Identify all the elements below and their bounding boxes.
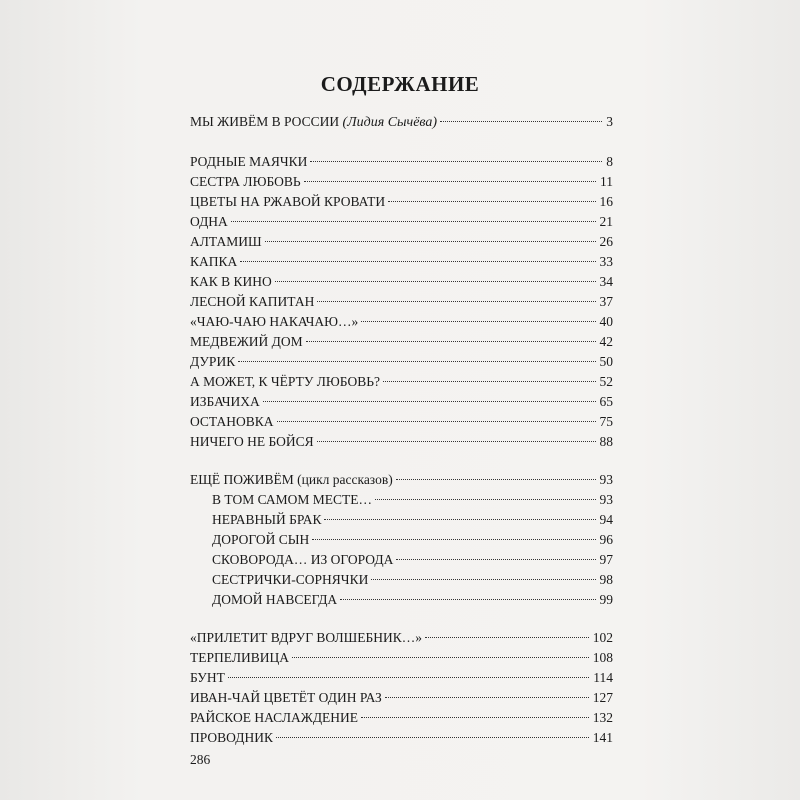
toc-entry-title: [190, 212, 228, 232]
toc-entry-page: 33: [599, 254, 613, 269]
toc-entry: [190, 312, 613, 332]
toc-entry-page: 37: [599, 294, 613, 309]
toc-entry-title: [212, 490, 372, 510]
toc-entry-title: [212, 530, 309, 550]
toc-entry-page: 11: [600, 174, 613, 189]
toc-entry-title-text: БУНТ: [190, 670, 225, 685]
toc-entry-title-text: МЫ ЖИВЁМ В РОССИИ: [190, 114, 340, 129]
toc-entry-title-text: РОДНЫЕ МАЯЧКИ: [190, 154, 308, 169]
dot-leader: [263, 401, 596, 402]
toc-entry: [190, 152, 613, 172]
toc-entry-title-text: СЕСТРИЧКИ-СОРНЯЧКИ: [212, 572, 369, 587]
toc-entry-title-text: В ТОМ САМОМ МЕСТЕ…: [212, 492, 373, 507]
dot-leader: [265, 241, 596, 242]
toc-entry: [190, 668, 613, 688]
toc-entry: [190, 688, 613, 708]
toc-entry-title-text: АЛТАМИШ: [190, 234, 262, 249]
toc-entry: [190, 172, 613, 192]
toc-entry-title: [212, 510, 321, 530]
toc-entry-title: [190, 628, 422, 648]
toc-entry-page: 93: [599, 472, 613, 487]
toc-entry-title: [190, 172, 301, 192]
toc-entry-title-text: РАЙСКОЕ НАСЛАЖДЕНИЕ: [190, 710, 359, 725]
toc-entry: [190, 112, 613, 132]
toc-entry-title-text: ДУРИК: [190, 354, 236, 369]
toc-entry: [212, 510, 613, 530]
toc-entry: [212, 590, 613, 610]
toc-entry: [190, 252, 613, 272]
toc-entry-page: 8: [606, 154, 613, 169]
page-number: 286: [190, 752, 211, 767]
toc-entry: [190, 272, 613, 292]
toc-entry-page: 102: [592, 630, 613, 645]
toc-entry-title-text: ОДНА: [190, 214, 228, 229]
dot-leader: [385, 697, 589, 698]
toc-entry: [190, 212, 613, 232]
dot-leader: [425, 637, 589, 638]
toc-entry-title-text: ЕЩЁ ПОЖИВЁМ (цикл рассказов): [190, 472, 393, 487]
toc-entry-title-text: А МОЖЕТ, К ЧЁРТУ ЛЮБОВЬ?: [190, 374, 380, 389]
dot-leader: [317, 441, 596, 442]
toc-entry-title-text: ТЕРПЕЛИВИЦА: [190, 650, 289, 665]
toc-entry-page: 42: [599, 334, 613, 349]
toc-entry-title: [190, 192, 385, 212]
toc-entry: [212, 570, 613, 590]
dot-leader: [275, 281, 596, 282]
toc-entry-page: 3: [606, 114, 613, 129]
dot-leader: [312, 539, 595, 540]
toc-entry: [212, 530, 613, 550]
toc-entry-page: 26: [599, 234, 613, 249]
toc-entry-page: 96: [599, 532, 613, 547]
dot-leader: [231, 221, 596, 222]
dot-leader: [276, 737, 589, 738]
toc-entry: [190, 392, 613, 412]
toc-entry-title: [190, 668, 225, 688]
dot-leader: [310, 161, 602, 162]
toc-entry-title: [190, 392, 260, 412]
dot-leader: [396, 559, 595, 560]
toc-entry-page: 94: [599, 512, 613, 527]
toc-entry-title-text: ИВАН-ЧАЙ ЦВЕТЁТ ОДИН РАЗ: [190, 690, 382, 705]
toc-entry: [190, 412, 613, 432]
toc-entry-title-text: ДОМОЙ НАВСЕГДА: [212, 592, 338, 607]
toc-entry-author: (Лидия Сычёва): [342, 115, 438, 130]
toc-entry-title: [190, 432, 314, 452]
dot-leader: [304, 181, 596, 182]
toc-entry-page: 34: [599, 274, 613, 289]
toc-entry-page: 40: [599, 314, 613, 329]
dot-leader: [371, 579, 595, 580]
dot-leader: [361, 717, 589, 718]
toc-entry: [190, 708, 613, 728]
toc-entry-title: [190, 252, 237, 272]
toc-entry: [190, 432, 613, 452]
toc-entry-title-text: ЛЕСНОЙ КАПИТАН: [190, 294, 315, 309]
toc-entry: [190, 372, 613, 392]
dot-leader: [440, 121, 602, 122]
toc-entry-page: 127: [592, 690, 613, 705]
toc-entry: [212, 490, 613, 510]
dot-leader: [317, 301, 595, 302]
dot-leader: [324, 519, 595, 520]
dot-leader: [238, 361, 595, 362]
toc-entry-page: 65: [599, 394, 613, 409]
toc-entry-title-text: СЕСТРА ЛЮБОВЬ: [190, 174, 301, 189]
toc-entry-page: 99: [599, 592, 613, 607]
dot-leader: [383, 381, 596, 382]
toc-entry-title-text: СКОВОРОДА… ИЗ ОГОРОДА: [212, 552, 394, 567]
toc-entry-title-text: НЕРАВНЫЙ БРАК: [212, 512, 322, 527]
toc-entry-title: [190, 412, 274, 432]
toc-entry-title: [190, 648, 289, 668]
toc-entry-title: [190, 352, 235, 372]
dot-leader: [340, 599, 595, 600]
toc-entry-page: 75: [599, 414, 613, 429]
page-title: СОДЕРЖАНИЕ: [320, 72, 480, 96]
toc-entry-title-text: ДОРОГОЙ СЫН: [212, 532, 310, 547]
toc-entry-page: 88: [599, 434, 613, 449]
toc-entry-page: 132: [592, 710, 613, 725]
toc-entry-title-text: ПРОВОДНИК: [190, 730, 273, 745]
toc-entry-page: 108: [592, 650, 613, 665]
toc-entry-title-text: НИЧЕГО НЕ БОЙСЯ: [190, 434, 314, 449]
toc-entry-title-text: ОСТАНОВКА: [190, 414, 274, 429]
toc-entry-page: 50: [599, 354, 613, 369]
toc-entry-page: 93: [599, 492, 613, 507]
toc-entry-page: 52: [599, 374, 613, 389]
toc-entry: [190, 192, 613, 212]
toc-entry-title-text: КАК В КИНО: [190, 274, 272, 289]
dot-leader: [277, 421, 596, 422]
toc-entry-title: [212, 550, 393, 570]
toc-entry-page: 141: [592, 730, 613, 745]
toc-entry-title: [190, 292, 314, 312]
toc-entry-title-text: ЦВЕТЫ НА РЖАВОЙ КРОВАТИ: [190, 194, 386, 209]
toc-entry: [190, 648, 613, 668]
toc-entry-title: [190, 152, 307, 172]
toc-entry: [190, 628, 613, 648]
toc-entry-title-text: «ПРИЛЕТИТ ВДРУГ ВОЛШЕБНИК…»: [190, 630, 422, 645]
toc-entry-title: [190, 232, 262, 252]
toc-entry-title: [190, 372, 380, 392]
toc-entry: [190, 332, 613, 352]
dot-leader: [240, 261, 595, 262]
toc-entry: [190, 292, 613, 312]
dot-leader: [361, 321, 595, 322]
toc-entry-page: 97: [599, 552, 613, 567]
toc-entry: [190, 352, 613, 372]
dot-leader: [396, 479, 596, 480]
toc-entry: [190, 728, 613, 748]
toc-entry-page: 16: [599, 194, 613, 209]
toc-entry-title: [212, 590, 337, 610]
toc-entry-title-text: МЕДВЕЖИЙ ДОМ: [190, 334, 303, 349]
toc-entry-title-text: ИЗБАЧИХА: [190, 394, 260, 409]
dot-leader: [375, 499, 595, 500]
toc-entry-title: [190, 332, 303, 352]
toc-entry-title: [190, 312, 358, 332]
toc-entry-page: 21: [599, 214, 613, 229]
toc-entry-title: [212, 570, 368, 590]
dot-leader: [306, 341, 596, 342]
toc-entry-title: [190, 112, 437, 133]
dot-leader: [388, 201, 595, 202]
toc-entry: [190, 470, 613, 490]
toc-entry-title: [190, 272, 272, 292]
toc-entry-title: [190, 728, 273, 748]
toc-entry-page: 98: [599, 572, 613, 587]
toc-entry: [190, 232, 613, 252]
toc-entry-title-text: «ЧАЮ-ЧАЮ НАКАЧАЮ…»: [190, 314, 359, 329]
toc-entry: [212, 550, 613, 570]
toc-entry-title-text: КАПКА: [190, 254, 238, 269]
dot-leader: [228, 677, 589, 678]
toc-entry-page: 114: [593, 670, 613, 685]
toc-entry-title: [190, 708, 358, 728]
dot-leader: [292, 657, 589, 658]
toc-entry-title: [190, 470, 393, 490]
toc-entry-title: [190, 688, 382, 708]
